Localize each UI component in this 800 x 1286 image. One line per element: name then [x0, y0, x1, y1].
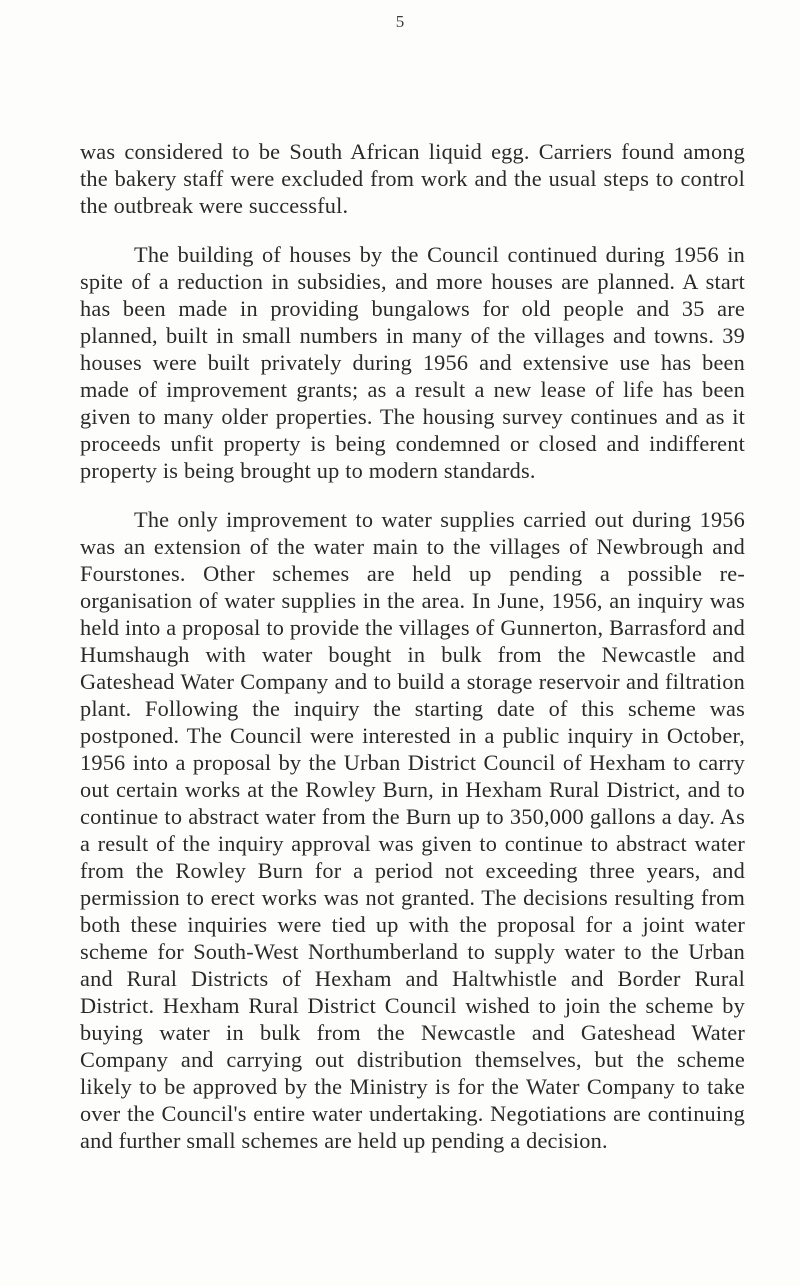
body-text	[80, 138, 745, 1154]
paragraph-egg-outbreak: was considered to be South African liquid egg. Carriers found among the bakery staff were excluded from work and the usual steps to control the outbreak were successful.	[80, 139, 745, 218]
paragraph-housing: The building of houses by the Council continued during 1956 in spite of a reduction in subsidies, and more houses are planned. A start has been made in providing bungalows for old people and 35 are planned, built in small numbers in many of the villages and towns. 39 houses were built privately during 1956 and extensive use has been made of improvement grants; as a result a new lease of life has been given to many older properties. The housing survey continues and as it proceeds unfit property is being condemned or closed and indifferent property is being brought up to modern standards.	[80, 242, 745, 483]
paragraph-water-supplies: The only improvement to water supplies carried out during 1956 was an extension of the water main to the villages of Newbrough and Fourstones. Other schemes are held up pending a possible re-organisation of water supplies in the area. In June, 1956, an inquiry was held into a proposal to provide the villages of Gunnerton, Barrasford and Humshaugh with water bought in bulk from the Newcastle and Gateshead Water Company and to build a storage reservoir and filtration plant. Following the inquiry the starting date of this scheme was postponed. The Council were interested in a public inquiry in October, 1956 into a proposal by the Urban District Council of Hexham to carry out certain works at the Rowley Burn, in Hexham Rural District, and to continue to abstract water from the Burn up to 350,000 gallons a day. As a result of the inquiry approval was given to continue to abstract water from the Rowley Burn for a period not exceeding three years, and permission to erect works was not granted. The decisions resulting from both these inquiries were tied up with the proposal for a joint water scheme for South-West Northumberland to supply water to the Urban and Rural Districts of Hexham and Haltwhistle and Border Rural District. Hexham Rural District Council wished to join the scheme by buying water in bulk from the Newcastle and Gateshead Water Company and carrying out distribution themselves, but the scheme likely to be approved by the Ministry is for the Water Company to take over the Council's entire water undertaking. Negotiations are continuing and further small schemes are held up pending a decision.	[80, 507, 745, 1153]
page-number: 5	[395, 12, 405, 31]
